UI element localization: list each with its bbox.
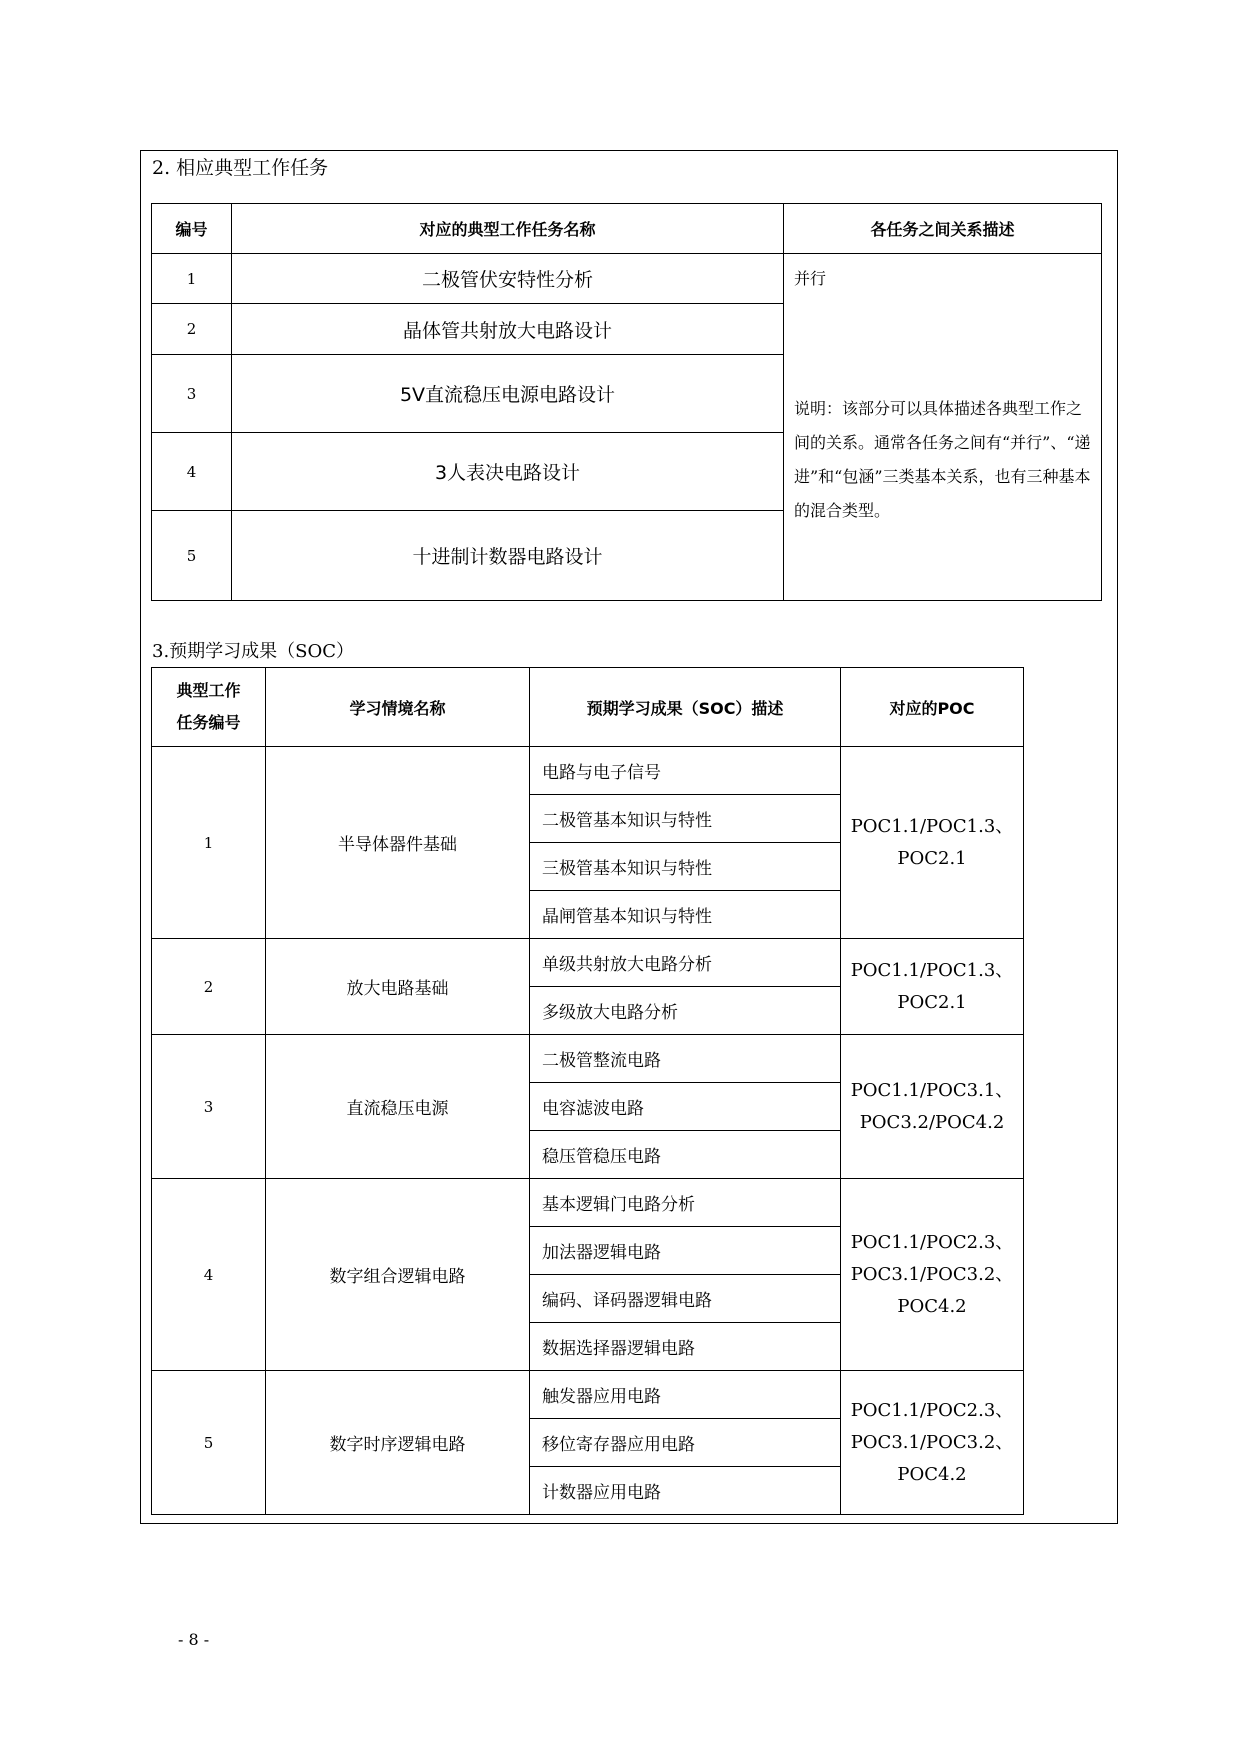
task-name: 二极管伏安特性分析 xyxy=(232,254,784,304)
page-number: - 8 - xyxy=(178,1630,210,1649)
task-num: 1 xyxy=(152,254,232,304)
soc-item: 编码、译码器逻辑电路 xyxy=(530,1275,841,1323)
section-2-title: 2. 相应典型工作任务 xyxy=(152,157,329,179)
poc-cell xyxy=(841,1179,1024,1371)
header-number: 编号 xyxy=(152,204,232,254)
poc-value: POC1.1/POC1.3、POC2.1 xyxy=(850,815,1014,869)
poc-value: POC1.1/POC2.3、POC3.1/POC3.2、POC4.2 xyxy=(850,1399,1014,1485)
task-name: 3人表决电路设计 xyxy=(232,433,784,511)
soc-item: 二极管基本知识与特性 xyxy=(530,795,841,843)
soc-item: 单级共射放大电路分析 xyxy=(530,939,841,987)
relation-note: 说明：该部分可以具体描述各典型工作之间的关系。通常各任务之间有“并行”、“递进”和“包涵”三类基本关系，也有三种基本的混合类型。 xyxy=(794,399,1091,520)
soc-item: 移位寄存器应用电路 xyxy=(530,1419,841,1467)
task-num: 4 xyxy=(152,433,232,511)
header-relation: 各任务之间关系描述 xyxy=(784,204,1102,254)
task-num: 2 xyxy=(152,304,232,355)
soc-item: 三极管基本知识与特性 xyxy=(530,843,841,891)
group-num: 4 xyxy=(152,1179,266,1371)
soc-item: 数据选择器逻辑电路 xyxy=(530,1323,841,1371)
group-num: 1 xyxy=(152,747,266,939)
poc-cell xyxy=(841,939,1024,1035)
soc-item: 触发器应用电路 xyxy=(530,1371,841,1419)
poc-cell xyxy=(841,1035,1024,1179)
group-num: 2 xyxy=(152,939,266,1035)
soc-item: 稳压管稳压电路 xyxy=(530,1131,841,1179)
soc-item: 二极管整流电路 xyxy=(530,1035,841,1083)
poc-value: POC1.1/POC2.3、POC3.1/POC3.2、POC4.2 xyxy=(850,1231,1014,1317)
task-name: 晶体管共射放大电路设计 xyxy=(232,304,784,355)
poc-value: POC1.1/POC1.3、POC2.1 xyxy=(850,959,1014,1013)
soc-table xyxy=(151,667,1024,1515)
task-num: 5 xyxy=(152,511,232,601)
task-num: 3 xyxy=(152,355,232,433)
soc-item: 多级放大电路分析 xyxy=(530,987,841,1035)
group-num: 5 xyxy=(152,1371,266,1515)
poc-cell xyxy=(841,747,1024,939)
task-name: 5V直流稳压电源电路设计 xyxy=(232,355,784,433)
header-task-name: 对应的典型工作任务名称 xyxy=(232,204,784,254)
soc-item: 电路与电子信号 xyxy=(530,747,841,795)
context-name: 放大电路基础 xyxy=(266,939,530,1035)
soc-item: 计数器应用电路 xyxy=(530,1467,841,1515)
context-name: 数字组合逻辑电路 xyxy=(266,1179,530,1371)
task-name: 十进制计数器电路设计 xyxy=(232,511,784,601)
context-name: 数字时序逻辑电路 xyxy=(266,1371,530,1515)
header-soc: 预期学习成果（SOC）描述 xyxy=(530,668,841,747)
header-task-number xyxy=(152,668,266,747)
soc-item: 基本逻辑门电路分析 xyxy=(530,1179,841,1227)
relation-cell xyxy=(784,254,1102,601)
header-task-number-text: 典型工作任务编号 xyxy=(176,681,241,732)
poc-value: POC1.1/POC3.1、POC3.2/POC4.2 xyxy=(850,1079,1014,1133)
relation-value: 并行 xyxy=(794,269,827,288)
header-poc: 对应的POC xyxy=(841,668,1024,747)
context-name: 半导体器件基础 xyxy=(266,747,530,939)
header-context: 学习情境名称 xyxy=(266,668,530,747)
task-table xyxy=(151,203,1102,601)
context-name: 直流稳压电源 xyxy=(266,1035,530,1179)
poc-cell xyxy=(841,1371,1024,1515)
soc-item: 加法器逻辑电路 xyxy=(530,1227,841,1275)
section-3-title: 3.预期学习成果（SOC） xyxy=(152,641,355,662)
soc-item: 电容滤波电路 xyxy=(530,1083,841,1131)
soc-item: 晶闸管基本知识与特性 xyxy=(530,891,841,939)
group-num: 3 xyxy=(152,1035,266,1179)
